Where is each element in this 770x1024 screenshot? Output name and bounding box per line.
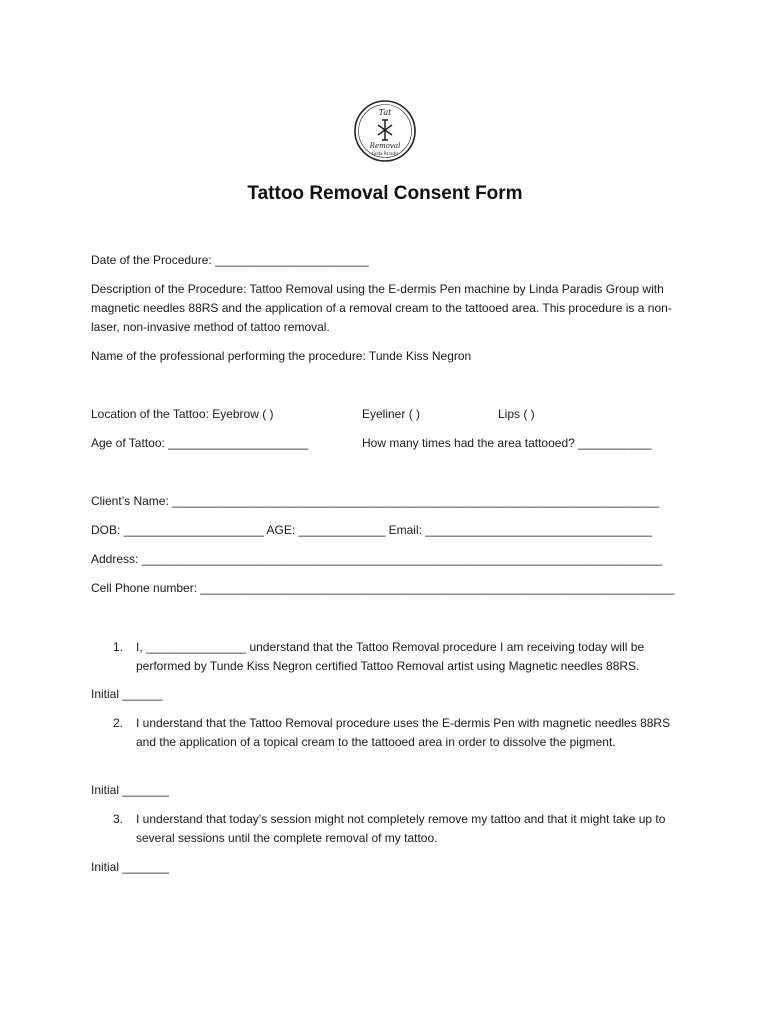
consent-item: I understand that the Tattoo Removal procedure uses the E-dermis Pen with magnetic needles 88RS and the application of a topical cream to the tattooed area in order to dissolve the pigment. xyxy=(136,716,671,749)
brand-logo xyxy=(352,98,418,164)
consent-item: I understand that today’s session might not completely remove my tattoo and that it might take up to several sessions until the complete removal of my tattoo. xyxy=(136,812,666,845)
consent-item: I, _______________ understand that the Tattoo Removal procedure I am receiving today will be performed by Tunde Kiss Negron certified Tattoo Removal artist using Magnetic needles 88RS. xyxy=(136,640,645,673)
procedure-date-field[interactable]: Date of the Procedure: _______________________ xyxy=(91,253,369,267)
dob-age-email-field[interactable]: DOB: _____________________ AGE: _____________ Email: __________________________________ xyxy=(91,523,653,537)
cell-phone-field[interactable]: Cell Phone number: _______________________________________________________________________ xyxy=(91,581,675,595)
client-name-field[interactable]: Client’s Name: _________________________________________________________________________ xyxy=(91,494,660,508)
item-number: 3. xyxy=(113,812,124,826)
address-field[interactable]: Address: ______________________________________________________________________________ xyxy=(91,552,663,566)
svg-text:Tat: Tat xyxy=(378,108,392,117)
tattoo-location-lips[interactable]: Lips ( ) xyxy=(498,407,535,421)
times-tattooed-field[interactable]: How many times had the area tattooed? ___________ xyxy=(362,436,652,450)
tattoo-location-eyeliner[interactable]: Eyeliner ( ) xyxy=(362,407,421,421)
professional-name: Name of the professional performing the procedure: Tunde Kiss Negron xyxy=(91,349,472,363)
svg-text:Removal: Removal xyxy=(369,142,401,150)
procedure-description: Description of the Procedure: Tattoo Removal using the E-dermis Pen machine by Linda Paradis Group with magnetic needles 88RS and the application of a removal cream to the tattooed area. This procedure is a non-laser, non-invasive method of tattoo removal. xyxy=(91,282,672,334)
initial-field[interactable]: Initial _______ xyxy=(91,860,170,874)
item-number: 2. xyxy=(113,716,124,730)
svg-text:Linda Paradis: Linda Paradis xyxy=(371,151,399,156)
form-title: Tattoo Removal Consent Form xyxy=(247,183,523,204)
initial-field[interactable]: Initial ______ xyxy=(91,687,163,701)
item-number: 1. xyxy=(113,640,124,654)
initial-field[interactable]: Initial _______ xyxy=(91,783,170,797)
tattoo-age-field[interactable]: Age of Tattoo: _____________________ xyxy=(91,436,309,450)
tattoo-location-eyebrow[interactable]: Location of the Tattoo: Eyebrow ( ) xyxy=(91,407,274,421)
